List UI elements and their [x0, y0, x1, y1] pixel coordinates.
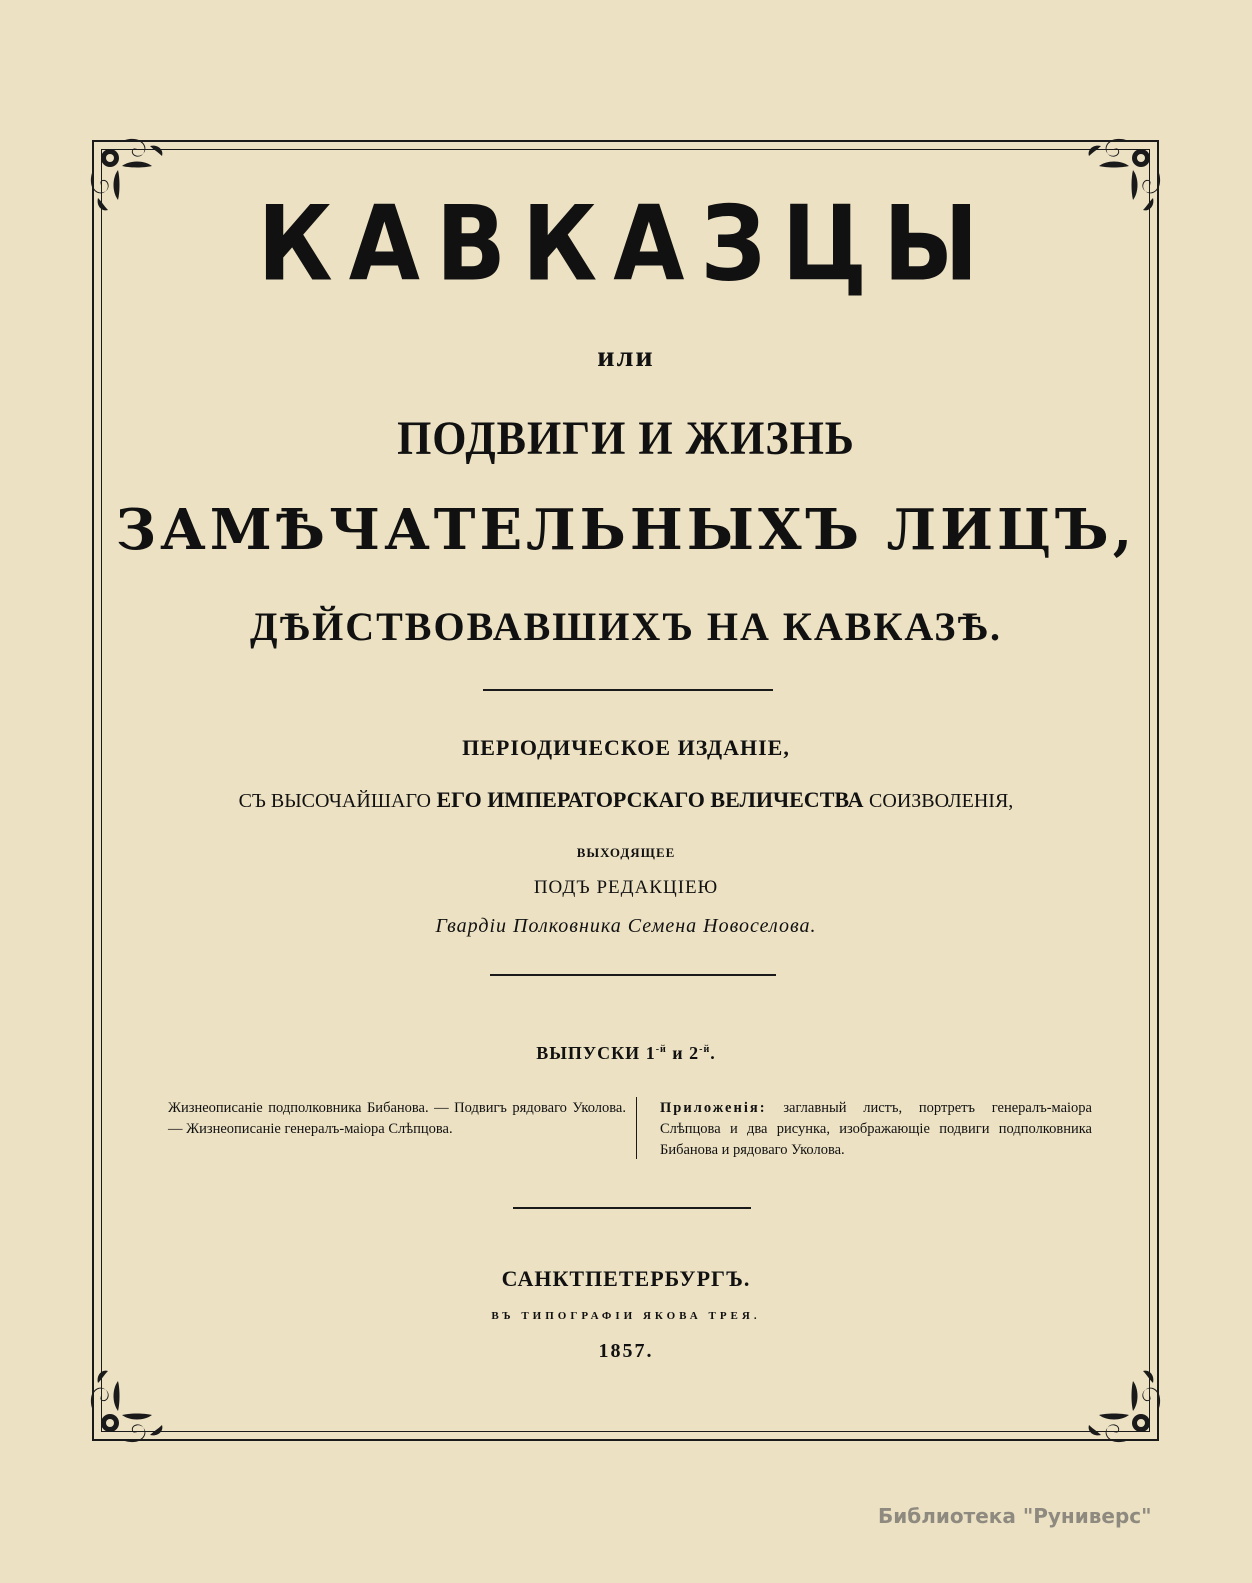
- issues-line: [0, 1043, 1252, 1064]
- contents-text: Жизнеописаніе подполковника Бибанова. — Подвигъ рядоваго Уколова. — Жизнеописаніе генералъ-маіора Слѣпцова.: [168, 1100, 626, 1137]
- issues-label: ВЫПУСКИ: [536, 1043, 641, 1063]
- publication-type: ПЕРІОДИЧЕСКОЕ ИЗДАНІЕ,: [462, 735, 790, 760]
- divider-rule: [483, 689, 773, 691]
- issues-conjunction: и: [672, 1043, 684, 1063]
- imprint-city: САНКТПЕТЕРБУРГЪ.: [501, 1266, 751, 1291]
- divider-rule: [490, 974, 776, 976]
- editorship-label: ПОДЪ РЕДАКЦІЕЮ: [533, 877, 719, 898]
- subtitle-line-1: ПОДВИГИ И ЖИЗНЬ: [397, 412, 855, 465]
- subtitle-line-2: ЗАМѢЧАТЕЛЬНЫХЪ ЛИЦЪ,: [115, 497, 1137, 563]
- permission-pre: СЪ ВЫСОЧАЙШАГО: [238, 790, 431, 812]
- divider-rule: [513, 1207, 751, 1209]
- library-watermark: Библиотека "Руниверс": [878, 1504, 1152, 1528]
- subtitle-line-3: ДѢЙСТВОВАВШИХЪ НА КАВКАЗѢ.: [250, 604, 1002, 649]
- title-conjunction: или: [597, 340, 655, 373]
- issue-second: 2: [689, 1043, 700, 1063]
- appendix-body: заглавный листъ, портретъ генералъ-маіора Слѣпцова и два рисунка, изображающіе подвиги подполковника Бибанова и рядоваго Уколова.: [660, 1100, 1092, 1158]
- issue-first-suffix: -й: [655, 1044, 667, 1055]
- corner-ornament-icon: [88, 1349, 184, 1445]
- appendix-label: Приложенія:: [660, 1100, 767, 1116]
- column-divider: [636, 1097, 637, 1159]
- imprint-press: ВЪ ТИПОГРАФІИ ЯКОВА ТРЕЯ.: [491, 1310, 761, 1322]
- book-title: КАВКАЗЦЫ: [257, 184, 995, 305]
- imprint-year: 1857.: [598, 1340, 654, 1362]
- editor-name: Гвардіи Полковника Семена Новоселова.: [435, 915, 817, 937]
- permission-post: СОИЗВОЛЕНІЯ,: [869, 790, 1014, 812]
- corner-ornament-icon: [1067, 1349, 1163, 1445]
- issue-second-suffix: -й: [699, 1044, 711, 1055]
- permission-line: [0, 787, 1252, 813]
- appendix-text: [660, 1098, 1092, 1161]
- permission-main: ЕГО ИМПЕРАТОРСКАГО ВЕЛИЧЕСТВА: [436, 787, 864, 812]
- issue-first: 1: [645, 1043, 656, 1063]
- issues-end: .: [710, 1043, 716, 1063]
- issuing-label: ВЫХОДЯЩЕЕ: [576, 845, 676, 860]
